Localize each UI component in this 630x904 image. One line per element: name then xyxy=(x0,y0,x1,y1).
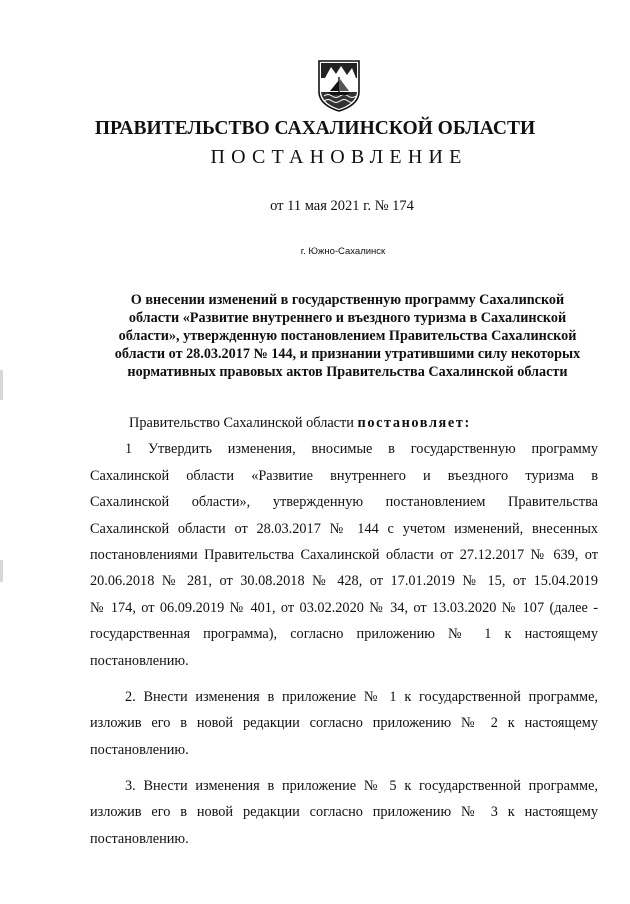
preamble-text: Правительство Сахалинской области xyxy=(129,415,358,431)
paragraph-line: Сахалинской области», утвержденную постановлением Правительства xyxy=(90,494,598,511)
subject-line: области от 28.03.2017 № 144, и признании утратившими силу некоторых xyxy=(114,346,581,362)
document-subject xyxy=(80,291,615,381)
document-date-number: от 11 мая 2021 г. № 174 xyxy=(270,198,414,214)
preamble xyxy=(90,410,598,436)
subject-line: О внесении изменений в государственную программу Сахалиnской xyxy=(130,292,565,308)
paragraph-line: 2. Внести изменения в приложение № 1 к государственной программе, xyxy=(125,688,598,705)
paragraph-line: постановлению. xyxy=(90,652,189,669)
organization-title: ПРАВИТЕЛЬСТВО САХАЛИНСКОЙ ОБЛАСТИ xyxy=(94,118,536,139)
paragraph-line: постановлению. xyxy=(90,741,189,758)
subject-line: области «Развитие внутреннего и въездного туризма в Сахалинской xyxy=(128,310,567,326)
paragraph-line: 20.06.2018 № 281, от 30.08.2018 № 428, от 17.01.2019 № 15, от 15.04.2019 xyxy=(90,573,598,590)
paragraph-line: изложив его в новой редакции согласно приложению № 2 к настоящему xyxy=(90,715,598,732)
coat-of-arms-icon xyxy=(316,58,362,112)
paragraph-line: постановлениями Правительства Сахалинской области от 27.12.2017 № 639, от xyxy=(90,546,598,563)
subject-line: области», утвержденную постановлением Правительства Сахалинской xyxy=(118,328,577,344)
document-type: ПОСТАНОВЛЕНИЕ xyxy=(210,146,468,168)
document-body xyxy=(90,410,598,852)
paragraph-line: 1 Утвердить изменения, вносимые в государственную программу xyxy=(125,441,598,458)
preamble-keyword: постановляет: xyxy=(357,415,471,431)
subject-line: нормативных правовых актов Правительства Сахалинской области xyxy=(127,364,568,380)
paragraph-line: Сахалинской области «Развитие внутреннего и въездного туризма в xyxy=(90,467,598,484)
paragraph-line: № 174, от 06.09.2019 № 401, от 03.02.2020 № 34, от 13.03.2020 № 107 (далее - xyxy=(90,599,598,616)
paragraph-line: государственная программа), согласно приложению № 1 к настоящему xyxy=(90,626,598,643)
paragraph-line: 3. Внести изменения в приложение № 5 к государственной программе, xyxy=(125,778,598,795)
document-city: г. Южно-Сахалинск xyxy=(300,246,386,257)
scan-edge-mark xyxy=(0,370,3,400)
scan-edge-mark xyxy=(0,560,3,582)
paragraph-line: постановлению. xyxy=(90,830,189,847)
paragraph-line: Сахалинской области от 28.03.2017 № 144 с учетом изменений, внесенных xyxy=(90,520,598,537)
paragraph-line: изложив его в новой редакции согласно приложению № 3 к настоящему xyxy=(90,804,598,821)
